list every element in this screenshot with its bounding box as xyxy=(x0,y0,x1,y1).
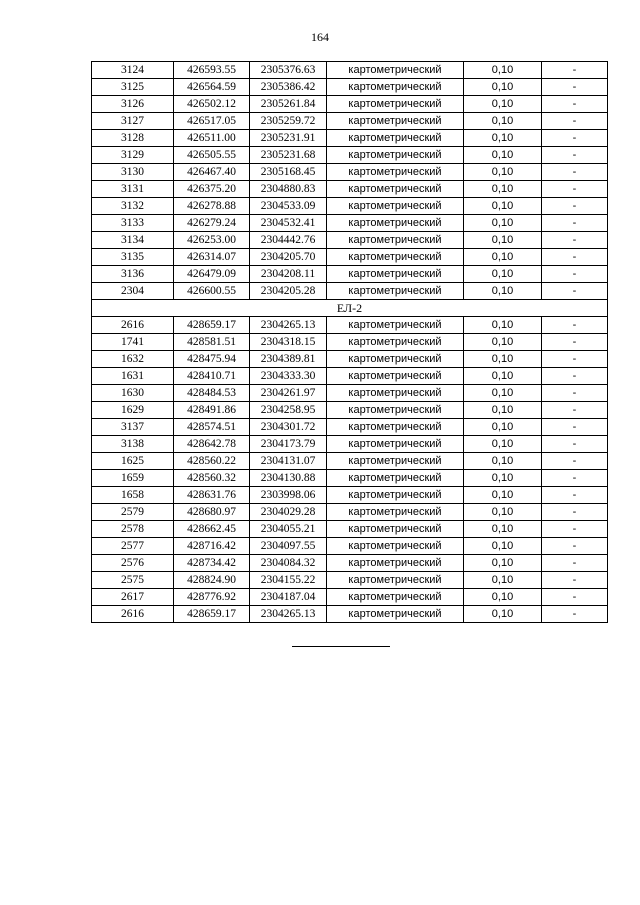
note-cell: - xyxy=(542,198,608,215)
y-coordinate-cell: 2304532.41 xyxy=(250,215,327,232)
accuracy-cell: 0,10 xyxy=(464,181,542,198)
note-cell: - xyxy=(542,402,608,419)
point-number-cell: 3127 xyxy=(92,113,174,130)
y-coordinate-cell: 2304029.28 xyxy=(250,504,327,521)
x-coordinate-cell: 426564.59 xyxy=(174,79,250,96)
x-coordinate-cell: 426502.12 xyxy=(174,96,250,113)
accuracy-cell: 0,10 xyxy=(464,79,542,96)
method-cell: картометрический xyxy=(327,368,464,385)
x-coordinate-cell: 426467.40 xyxy=(174,164,250,181)
note-cell: - xyxy=(542,62,608,79)
coordinates-table xyxy=(91,61,608,623)
note-cell: - xyxy=(542,555,608,572)
note-cell: - xyxy=(542,164,608,181)
y-coordinate-cell: 2305168.45 xyxy=(250,164,327,181)
table-row xyxy=(92,96,608,113)
x-coordinate-cell: 428776.92 xyxy=(174,589,250,606)
y-coordinate-cell: 2304333.30 xyxy=(250,368,327,385)
x-coordinate-cell: 428680.97 xyxy=(174,504,250,521)
y-coordinate-cell: 2304187.04 xyxy=(250,589,327,606)
point-number-cell: 3126 xyxy=(92,96,174,113)
point-number-cell: 2617 xyxy=(92,589,174,606)
note-cell: - xyxy=(542,453,608,470)
note-cell: - xyxy=(542,334,608,351)
y-coordinate-cell: 2305259.72 xyxy=(250,113,327,130)
table-row xyxy=(92,402,608,419)
note-cell: - xyxy=(542,96,608,113)
point-number-cell: 2616 xyxy=(92,317,174,334)
method-cell: картометрический xyxy=(327,62,464,79)
method-cell: картометрический xyxy=(327,113,464,130)
table-row xyxy=(92,164,608,181)
method-cell: картометрический xyxy=(327,402,464,419)
method-cell: картометрический xyxy=(327,266,464,283)
method-cell: картометрический xyxy=(327,589,464,606)
note-cell: - xyxy=(542,538,608,555)
note-cell: - xyxy=(542,283,608,300)
accuracy-cell: 0,10 xyxy=(464,470,542,487)
note-cell: - xyxy=(542,266,608,283)
method-cell: картометрический xyxy=(327,351,464,368)
y-coordinate-cell: 2305386.42 xyxy=(250,79,327,96)
method-cell: картометрический xyxy=(327,130,464,147)
y-coordinate-cell: 2304318.15 xyxy=(250,334,327,351)
method-cell: картометрический xyxy=(327,215,464,232)
method-cell: картометрический xyxy=(327,385,464,402)
point-number-cell: 1658 xyxy=(92,487,174,504)
method-cell: картометрический xyxy=(327,538,464,555)
note-cell: - xyxy=(542,249,608,266)
note-cell: - xyxy=(542,385,608,402)
point-number-cell: 3133 xyxy=(92,215,174,232)
point-number-cell: 3135 xyxy=(92,249,174,266)
y-coordinate-cell: 2304097.55 xyxy=(250,538,327,555)
point-number-cell: 3130 xyxy=(92,164,174,181)
table-row xyxy=(92,521,608,538)
table-row xyxy=(92,198,608,215)
x-coordinate-cell: 426253.00 xyxy=(174,232,250,249)
x-coordinate-cell: 428484.53 xyxy=(174,385,250,402)
x-coordinate-cell: 428581.51 xyxy=(174,334,250,351)
table-row xyxy=(92,232,608,249)
y-coordinate-cell: 2304265.13 xyxy=(250,606,327,623)
y-coordinate-cell: 2304055.21 xyxy=(250,521,327,538)
table-row xyxy=(92,62,608,79)
accuracy-cell: 0,10 xyxy=(464,436,542,453)
y-coordinate-cell: 2304205.70 xyxy=(250,249,327,266)
table-row xyxy=(92,334,608,351)
note-cell: - xyxy=(542,130,608,147)
method-cell: картометрический xyxy=(327,436,464,453)
point-number-cell: 1630 xyxy=(92,385,174,402)
point-number-cell: 3131 xyxy=(92,181,174,198)
method-cell: картометрический xyxy=(327,96,464,113)
point-number-cell: 1625 xyxy=(92,453,174,470)
table-row xyxy=(92,453,608,470)
note-cell: - xyxy=(542,147,608,164)
x-coordinate-cell: 428662.45 xyxy=(174,521,250,538)
note-cell: - xyxy=(542,368,608,385)
method-cell: картометрический xyxy=(327,419,464,436)
accuracy-cell: 0,10 xyxy=(464,62,542,79)
table-row xyxy=(92,606,608,623)
accuracy-cell: 0,10 xyxy=(464,283,542,300)
coordinates-table-body xyxy=(92,62,608,623)
x-coordinate-cell: 426593.55 xyxy=(174,62,250,79)
point-number-cell: 3124 xyxy=(92,62,174,79)
accuracy-cell: 0,10 xyxy=(464,555,542,572)
table-row xyxy=(92,470,608,487)
point-number-cell: 2616 xyxy=(92,606,174,623)
x-coordinate-cell: 428659.17 xyxy=(174,317,250,334)
x-coordinate-cell: 426279.24 xyxy=(174,215,250,232)
accuracy-cell: 0,10 xyxy=(464,130,542,147)
method-cell: картометрический xyxy=(327,198,464,215)
x-coordinate-cell: 428491.86 xyxy=(174,402,250,419)
y-coordinate-cell: 2304389.81 xyxy=(250,351,327,368)
accuracy-cell: 0,10 xyxy=(464,504,542,521)
table-row xyxy=(92,249,608,266)
note-cell: - xyxy=(542,487,608,504)
x-coordinate-cell: 426511.00 xyxy=(174,130,250,147)
method-cell: картометрический xyxy=(327,606,464,623)
x-coordinate-cell: 428734.42 xyxy=(174,555,250,572)
method-cell: картометрический xyxy=(327,79,464,96)
y-coordinate-cell: 2304131.07 xyxy=(250,453,327,470)
point-number-cell: 3128 xyxy=(92,130,174,147)
method-cell: картометрический xyxy=(327,283,464,300)
point-number-cell: 2304 xyxy=(92,283,174,300)
y-coordinate-cell: 2304208.11 xyxy=(250,266,327,283)
accuracy-cell: 0,10 xyxy=(464,232,542,249)
x-coordinate-cell: 428659.17 xyxy=(174,606,250,623)
point-number-cell: 1632 xyxy=(92,351,174,368)
accuracy-cell: 0,10 xyxy=(464,147,542,164)
table-row xyxy=(92,351,608,368)
method-cell: картометрический xyxy=(327,521,464,538)
x-coordinate-cell: 428716.42 xyxy=(174,538,250,555)
accuracy-cell: 0,10 xyxy=(464,317,542,334)
accuracy-cell: 0,10 xyxy=(464,215,542,232)
y-coordinate-cell: 2304261.97 xyxy=(250,385,327,402)
method-cell: картометрический xyxy=(327,453,464,470)
accuracy-cell: 0,10 xyxy=(464,385,542,402)
accuracy-cell: 0,10 xyxy=(464,334,542,351)
section-header-row xyxy=(92,300,608,317)
table-row xyxy=(92,555,608,572)
y-coordinate-cell: 2304442.76 xyxy=(250,232,327,249)
note-cell: - xyxy=(542,589,608,606)
x-coordinate-cell: 428560.32 xyxy=(174,470,250,487)
accuracy-cell: 0,10 xyxy=(464,419,542,436)
note-cell: - xyxy=(542,521,608,538)
method-cell: картометрический xyxy=(327,232,464,249)
table-row xyxy=(92,215,608,232)
table-row xyxy=(92,79,608,96)
note-cell: - xyxy=(542,317,608,334)
y-coordinate-cell: 2305231.91 xyxy=(250,130,327,147)
page-number: 164 xyxy=(311,30,329,44)
point-number-cell: 2577 xyxy=(92,538,174,555)
method-cell: картометрический xyxy=(327,164,464,181)
y-coordinate-cell: 2304155.22 xyxy=(250,572,327,589)
method-cell: картометрический xyxy=(327,334,464,351)
accuracy-cell: 0,10 xyxy=(464,266,542,283)
method-cell: картометрический xyxy=(327,147,464,164)
table-row xyxy=(92,368,608,385)
point-number-cell: 3134 xyxy=(92,232,174,249)
accuracy-cell: 0,10 xyxy=(464,606,542,623)
accuracy-cell: 0,10 xyxy=(464,198,542,215)
y-coordinate-cell: 2304084.32 xyxy=(250,555,327,572)
note-cell: - xyxy=(542,181,608,198)
x-coordinate-cell: 428631.76 xyxy=(174,487,250,504)
method-cell: картометрический xyxy=(327,249,464,266)
y-coordinate-cell: 2304173.79 xyxy=(250,436,327,453)
note-cell: - xyxy=(542,351,608,368)
x-coordinate-cell: 428574.51 xyxy=(174,419,250,436)
accuracy-cell: 0,10 xyxy=(464,589,542,606)
x-coordinate-cell: 428642.78 xyxy=(174,436,250,453)
note-cell: - xyxy=(542,113,608,130)
x-coordinate-cell: 426517.05 xyxy=(174,113,250,130)
accuracy-cell: 0,10 xyxy=(464,572,542,589)
note-cell: - xyxy=(542,79,608,96)
method-cell: картометрический xyxy=(327,572,464,589)
accuracy-cell: 0,10 xyxy=(464,402,542,419)
y-coordinate-cell: 2304301.72 xyxy=(250,419,327,436)
table-row xyxy=(92,181,608,198)
point-number-cell: 3138 xyxy=(92,436,174,453)
point-number-cell: 1629 xyxy=(92,402,174,419)
y-coordinate-cell: 2304265.13 xyxy=(250,317,327,334)
x-coordinate-cell: 428410.71 xyxy=(174,368,250,385)
point-number-cell: 2578 xyxy=(92,521,174,538)
y-coordinate-cell: 2304880.83 xyxy=(250,181,327,198)
table-row xyxy=(92,589,608,606)
table-row xyxy=(92,487,608,504)
table-row xyxy=(92,504,608,521)
accuracy-cell: 0,10 xyxy=(464,487,542,504)
table-row xyxy=(92,147,608,164)
note-cell: - xyxy=(542,504,608,521)
x-coordinate-cell: 426278.88 xyxy=(174,198,250,215)
note-cell: - xyxy=(542,606,608,623)
table-row xyxy=(92,385,608,402)
note-cell: - xyxy=(542,436,608,453)
accuracy-cell: 0,10 xyxy=(464,113,542,130)
y-coordinate-cell: 2303998.06 xyxy=(250,487,327,504)
table-row xyxy=(92,113,608,130)
note-cell: - xyxy=(542,572,608,589)
note-cell: - xyxy=(542,232,608,249)
y-coordinate-cell: 2305231.68 xyxy=(250,147,327,164)
x-coordinate-cell: 426314.07 xyxy=(174,249,250,266)
x-coordinate-cell: 426375.20 xyxy=(174,181,250,198)
x-coordinate-cell: 426505.55 xyxy=(174,147,250,164)
point-number-cell: 2576 xyxy=(92,555,174,572)
point-number-cell: 3129 xyxy=(92,147,174,164)
x-coordinate-cell: 426479.09 xyxy=(174,266,250,283)
table-row xyxy=(92,436,608,453)
accuracy-cell: 0,10 xyxy=(464,96,542,113)
y-coordinate-cell: 2304533.09 xyxy=(250,198,327,215)
y-coordinate-cell: 2305261.84 xyxy=(250,96,327,113)
accuracy-cell: 0,10 xyxy=(464,538,542,555)
note-cell: - xyxy=(542,470,608,487)
end-of-section-rule xyxy=(292,646,390,647)
x-coordinate-cell: 428824.90 xyxy=(174,572,250,589)
method-cell: картометрический xyxy=(327,555,464,572)
y-coordinate-cell: 2304205.28 xyxy=(250,283,327,300)
method-cell: картометрический xyxy=(327,470,464,487)
x-coordinate-cell: 428475.94 xyxy=(174,351,250,368)
x-coordinate-cell: 426600.55 xyxy=(174,283,250,300)
accuracy-cell: 0,10 xyxy=(464,351,542,368)
accuracy-cell: 0,10 xyxy=(464,521,542,538)
point-number-cell: 1659 xyxy=(92,470,174,487)
table-row xyxy=(92,419,608,436)
point-number-cell: 2575 xyxy=(92,572,174,589)
method-cell: картометрический xyxy=(327,487,464,504)
point-number-cell: 3136 xyxy=(92,266,174,283)
table-row xyxy=(92,538,608,555)
table-row xyxy=(92,130,608,147)
accuracy-cell: 0,10 xyxy=(464,368,542,385)
accuracy-cell: 0,10 xyxy=(464,249,542,266)
y-coordinate-cell: 2304130.88 xyxy=(250,470,327,487)
accuracy-cell: 0,10 xyxy=(464,164,542,181)
table-row xyxy=(92,572,608,589)
accuracy-cell: 0,10 xyxy=(464,453,542,470)
y-coordinate-cell: 2304258.95 xyxy=(250,402,327,419)
point-number-cell: 3125 xyxy=(92,79,174,96)
point-number-cell: 1631 xyxy=(92,368,174,385)
table-row xyxy=(92,317,608,334)
method-cell: картометрический xyxy=(327,317,464,334)
section-title: ЕЛ-2 xyxy=(92,300,608,317)
table-row xyxy=(92,266,608,283)
y-coordinate-cell: 2305376.63 xyxy=(250,62,327,79)
method-cell: картометрический xyxy=(327,181,464,198)
x-coordinate-cell: 428560.22 xyxy=(174,453,250,470)
point-number-cell: 1741 xyxy=(92,334,174,351)
table-row xyxy=(92,283,608,300)
note-cell: - xyxy=(542,419,608,436)
method-cell: картометрический xyxy=(327,504,464,521)
point-number-cell: 3132 xyxy=(92,198,174,215)
note-cell: - xyxy=(542,215,608,232)
point-number-cell: 3137 xyxy=(92,419,174,436)
point-number-cell: 2579 xyxy=(92,504,174,521)
